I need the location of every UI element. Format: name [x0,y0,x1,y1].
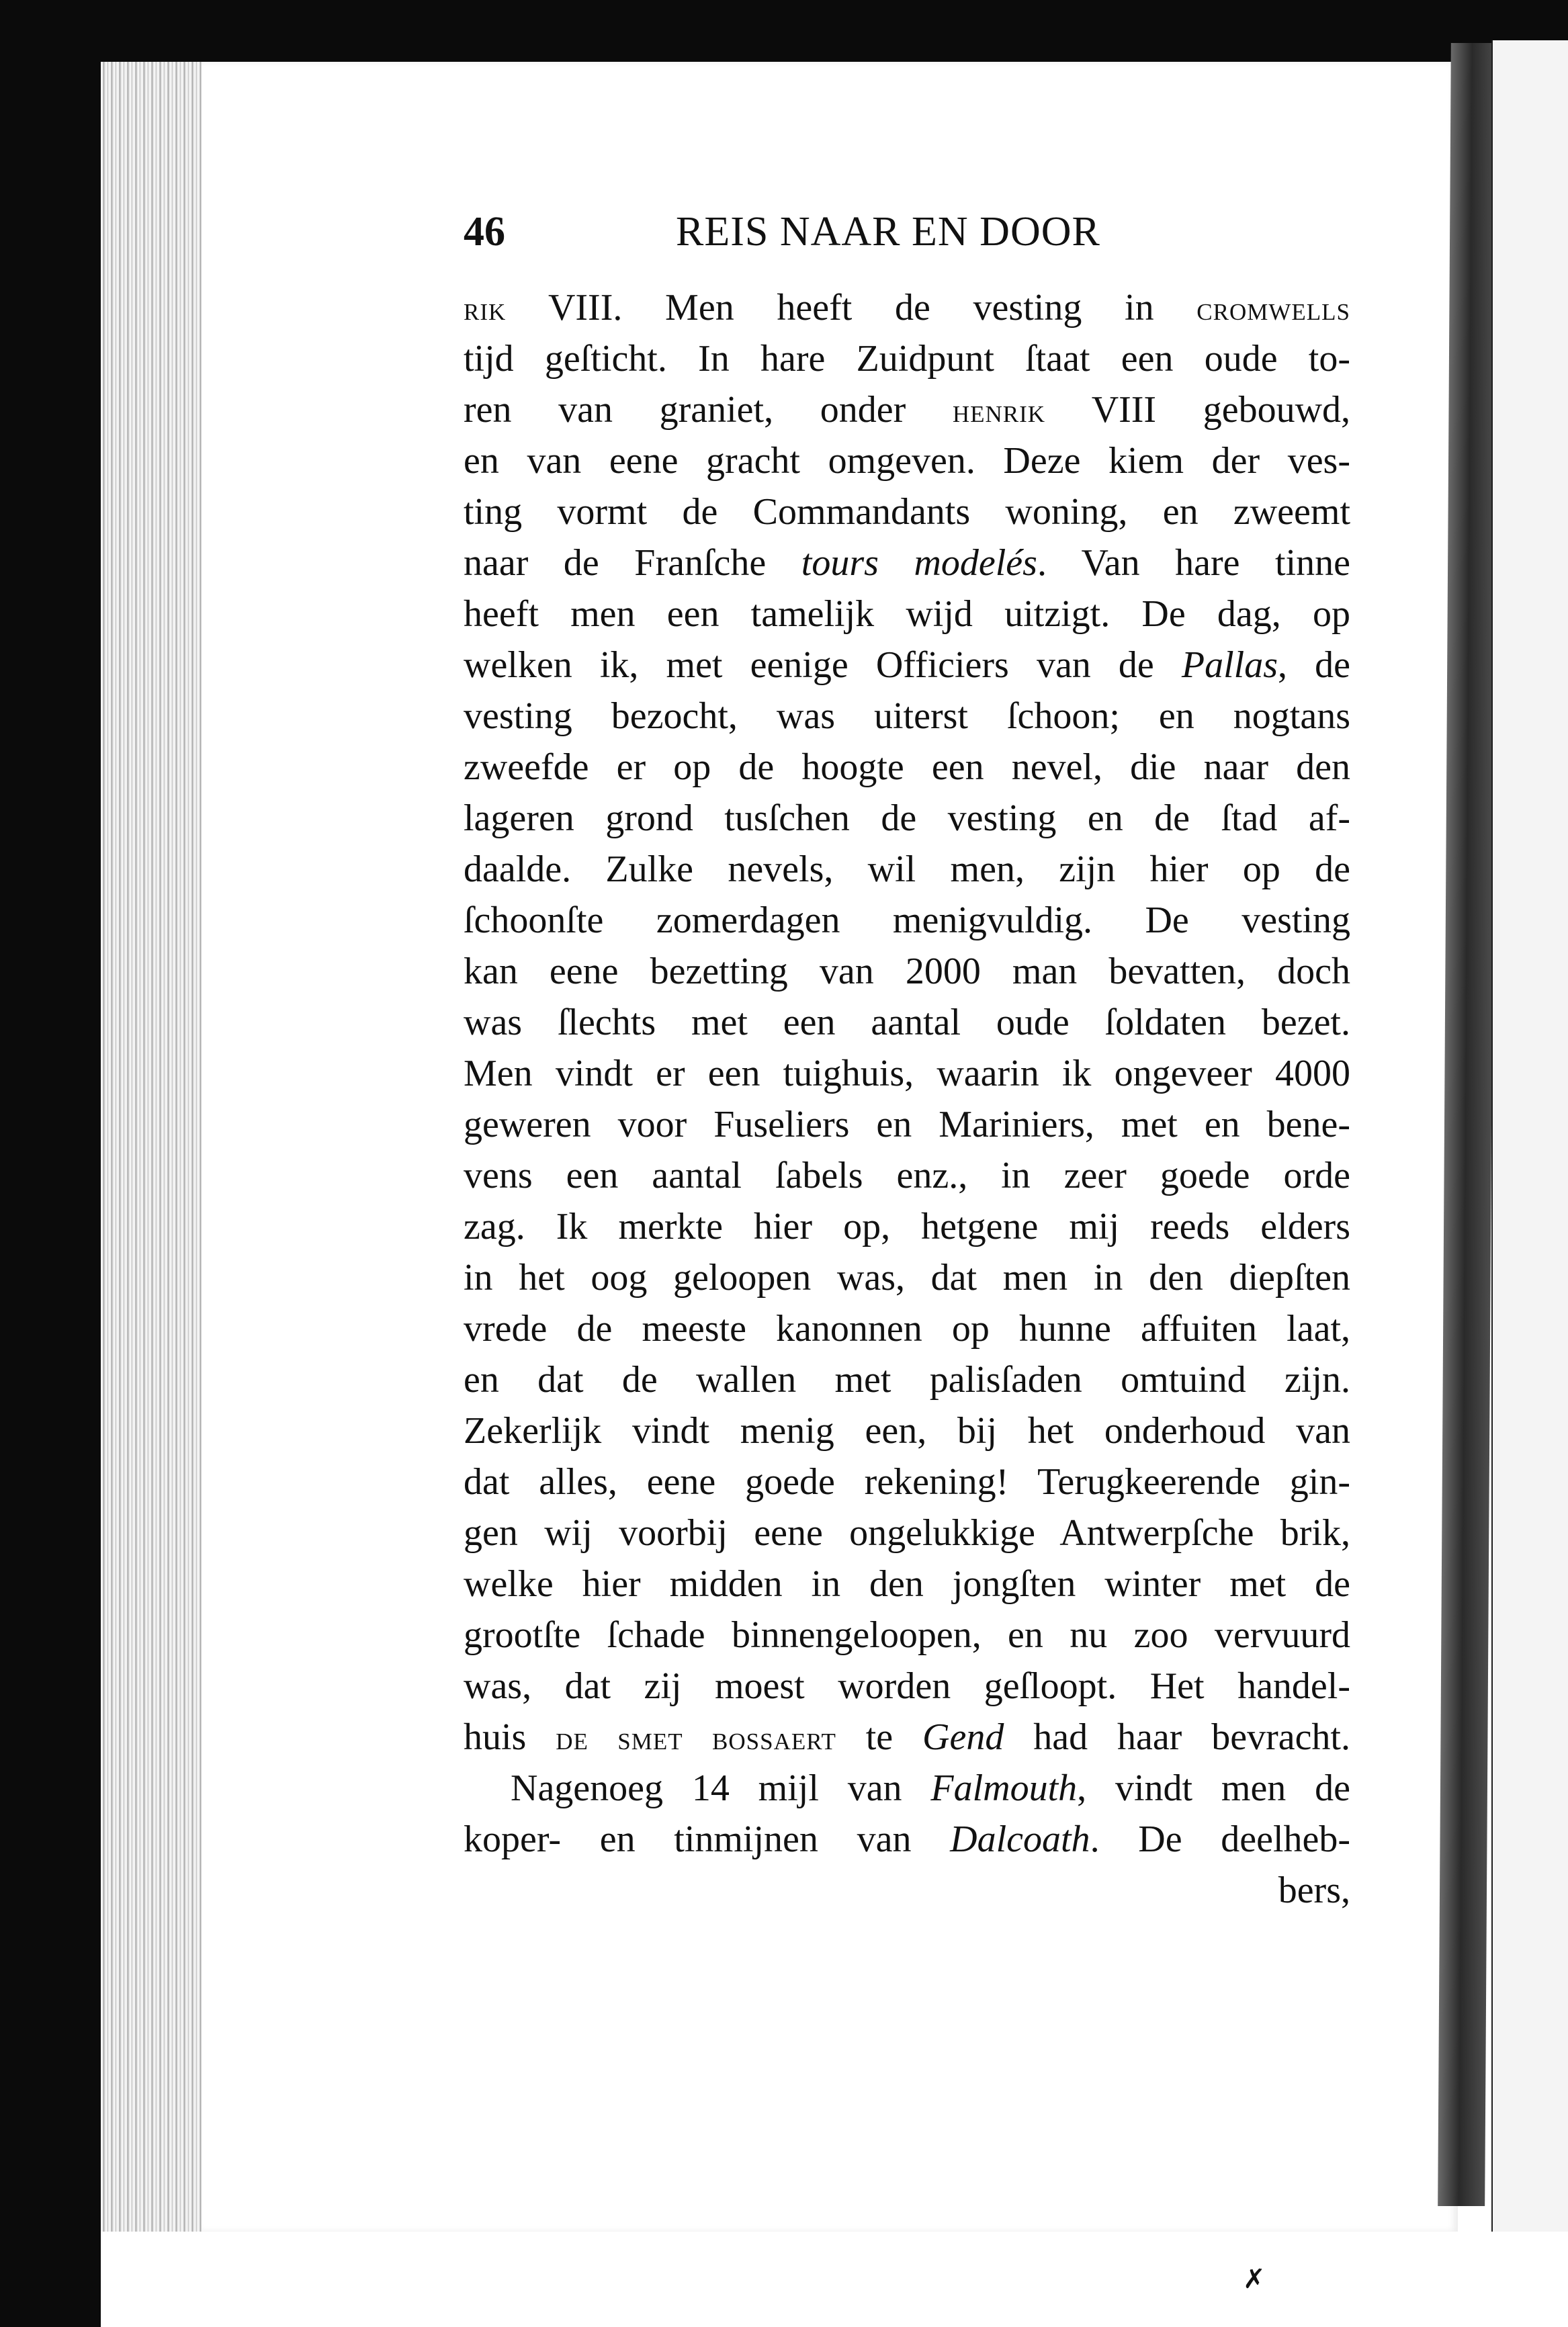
text-segment: zweefde er op de hoogte een nevel, die naar den [464,746,1350,788]
italic-text: Falmouth [930,1767,1078,1809]
text-line [464,1610,1350,1661]
text-line [464,1814,1350,1865]
text-line [464,946,1350,997]
text-line [464,1252,1350,1303]
text-line [464,1507,1350,1558]
text-line [464,1712,1350,1763]
text-segment: lageren grond tusſchen de vesting en de ſtad af- [464,797,1350,839]
running-head [464,195,1149,269]
text-line [464,435,1350,486]
facing-page-edge [1491,40,1568,2237]
text-segment: zag. Ik merkte hier op, hetgene mij reeds elders [464,1206,1350,1247]
text-segment: was, dat zij moest worden geſloopt. Het handel- [464,1665,1350,1707]
text-line [464,1558,1350,1610]
text-line [464,793,1350,844]
scanner-top-margin [0,0,1568,62]
text-segment: geweren voor Fuseliers en Mariniers, met en bene- [464,1104,1350,1145]
text-line [464,1201,1350,1252]
text-segment: Men vindt er een tuighuis, waarin ik ongeveer 4000 [464,1053,1350,1094]
scanner-left-margin [0,0,101,2327]
running-title: REIS NAAR EN DOOR [676,209,1100,255]
text-segment: ting vormt de Commandants woning, en zweemt [464,491,1350,533]
text-segment: ren van graniet, onder [464,389,953,431]
text-segment: VIII gebouwd, [1045,389,1351,431]
scanner-bottom-margin [101,2232,1568,2327]
text-segment: , de [1278,644,1351,686]
text-segment: , vindt men de [1077,1767,1350,1809]
text-segment: had haar bevracht. [1004,1716,1350,1758]
text-line [464,1150,1350,1201]
italic-text: tours modelés [801,542,1037,584]
small-caps-text: henrik [952,392,1046,429]
text-line [464,895,1350,946]
body-text [464,282,1350,1916]
italic-text: Gend [922,1716,1004,1758]
text-segment: welken ik, met eenige Officiers van de [464,644,1182,686]
text-line [464,742,1350,793]
text-line [464,997,1350,1048]
small-caps-text: de smet bossaert [556,1719,836,1757]
text-line [464,1763,1350,1814]
text-segment: grootſte ſchade binnengeloopen, en nu zoo vervuurd [464,1614,1350,1656]
page-edges-stack [101,62,203,2232]
text-segment: Zekerlijk vindt menig een, bij het onderhoud van [464,1410,1350,1452]
text-line [464,1048,1350,1099]
text-segment: naar de Franſche [464,542,801,584]
text-line [464,384,1350,435]
text-segment: huis [464,1716,556,1758]
small-caps-text: rik [464,290,507,327]
text-line [464,333,1350,384]
italic-text: Dalcoath [950,1818,1090,1860]
text-segment: heeft men een tamelijk wijd uitzigt. De dag, op [464,593,1350,635]
text-segment: ſchoonſte zomerdagen menigvuldig. De vesting [464,899,1350,941]
text-segment: VIII. Men heeft de vesting in [506,287,1197,328]
small-caps-text: cromwells [1196,290,1350,327]
text-segment: daalde. Zulke nevels, wil men, zijn hier op de [464,848,1350,890]
text-segment: vrede de meeste kanonnen op hunne affuiten laat, [464,1308,1350,1350]
text-segment: welke hier midden in den jongſten winter met de [464,1563,1350,1605]
text-line [464,1405,1350,1456]
text-line [464,844,1350,895]
text-segment: . De deelheb- [1090,1818,1351,1860]
text-line [464,537,1350,588]
text-line [464,1456,1350,1507]
text-segment: Nagenoeg 14 mijl van [511,1767,931,1809]
text-segment: tijd geſticht. In hare Zuidpunt ſtaat een oude to- [464,338,1350,380]
text-segment: en dat de wallen met palisſaden omtuind zijn. [464,1359,1350,1401]
text-segment: in het oog geloopen was, dat men in den diepſten [464,1257,1350,1299]
text-segment: vens een aantal ſabels enz., in zeer goede orde [464,1155,1350,1196]
text-line [464,486,1350,537]
text-segment: . Van hare tinne [1037,542,1350,584]
text-line [464,1099,1350,1150]
text-segment: vesting bezocht, was uiterst ſchoon; en nogtans [464,695,1350,737]
text-line [464,691,1350,742]
text-segment: en van eene gracht omgeven. Deze kiem der ves- [464,440,1350,482]
text-segment: te [836,1716,923,1758]
text-segment: was ſlechts met een aantal oude ſoldaten bezet. [464,1002,1350,1043]
text-line [464,1661,1350,1712]
text-line [464,640,1350,691]
italic-text: Pallas [1181,644,1278,686]
scan-speck-icon: ✗ [1243,2264,1266,2295]
text-segment: gen wij voorbij eene ongelukkige Antwerpſche brik, [464,1512,1350,1554]
page-number: 46 [464,209,505,255]
text-segment: kan eene bezetting van 2000 man bevatten, doch [464,951,1350,992]
text-line [464,1303,1350,1354]
text-line [464,588,1350,640]
catchword: bers, [1278,1870,1350,1911]
text-segment: dat alles, eene goede rekening! Terugkeerende gin- [464,1461,1350,1503]
text-line [464,282,1350,333]
text-line [464,1354,1350,1405]
text-segment: koper- en tinmijnen van [464,1818,951,1860]
